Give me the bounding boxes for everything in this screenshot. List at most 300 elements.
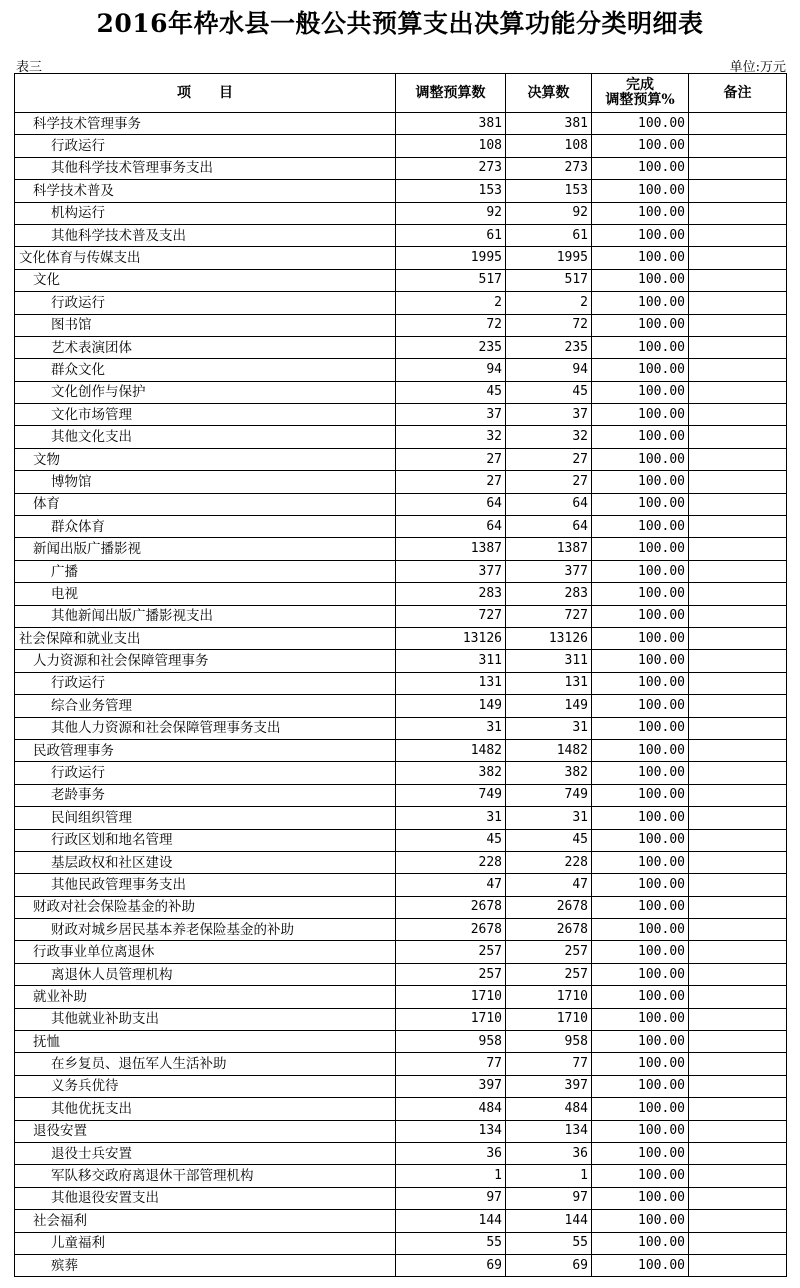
- row-rate: 100.00: [592, 963, 689, 985]
- row-rate: 100.00: [592, 359, 689, 381]
- row-note: [689, 336, 787, 358]
- row-note: [689, 1210, 787, 1232]
- row-actual: 273: [506, 157, 592, 179]
- row-actual: 32: [506, 426, 592, 448]
- row-budget: 131: [396, 672, 506, 694]
- table-row: [15, 1142, 787, 1164]
- row-rate: 100.00: [592, 1031, 689, 1053]
- row-actual: 144: [506, 1210, 592, 1232]
- row-actual: 36: [506, 1142, 592, 1164]
- table-row: [15, 180, 787, 202]
- row-rate: 100.00: [592, 874, 689, 896]
- row-item-name: 科学技术管理事务: [15, 113, 396, 135]
- row-rate: 100.00: [592, 336, 689, 358]
- row-rate: 100.00: [592, 717, 689, 739]
- row-rate: 100.00: [592, 404, 689, 426]
- row-rate: 100.00: [592, 1254, 689, 1276]
- row-budget: 37: [396, 404, 506, 426]
- row-note: [689, 314, 787, 336]
- table-row: [15, 516, 787, 538]
- row-actual: 381: [506, 113, 592, 135]
- table-row: [15, 1031, 787, 1053]
- row-actual: 97: [506, 1187, 592, 1209]
- row-item-name: 文化体育与传媒支出: [15, 247, 396, 269]
- row-actual: 1710: [506, 1008, 592, 1030]
- row-item-name: 文化市场管理: [15, 404, 396, 426]
- row-note: [689, 247, 787, 269]
- row-note: [689, 627, 787, 649]
- row-actual: 1: [506, 1165, 592, 1187]
- row-budget: 958: [396, 1031, 506, 1053]
- row-budget: 47: [396, 874, 506, 896]
- row-item-name: 电视: [15, 583, 396, 605]
- table-row: [15, 1254, 787, 1276]
- row-rate: 100.00: [592, 605, 689, 627]
- table-row: [15, 1008, 787, 1030]
- row-budget: 1710: [396, 986, 506, 1008]
- row-budget: 108: [396, 135, 506, 157]
- row-budget: 69: [396, 1254, 506, 1276]
- row-actual: 484: [506, 1098, 592, 1120]
- header-actual: 决算数: [506, 74, 592, 113]
- row-note: [689, 941, 787, 963]
- row-note: [689, 426, 787, 448]
- row-budget: 64: [396, 516, 506, 538]
- row-rate: 100.00: [592, 224, 689, 246]
- row-actual: 61: [506, 224, 592, 246]
- table-row: [15, 583, 787, 605]
- row-item-name: 在乡复员、退伍军人生活补助: [15, 1053, 396, 1075]
- row-actual: 235: [506, 336, 592, 358]
- row-note: [689, 1165, 787, 1187]
- table-row: [15, 560, 787, 582]
- row-item-name: 行政区划和地名管理: [15, 829, 396, 851]
- row-actual: 72: [506, 314, 592, 336]
- row-note: [689, 269, 787, 291]
- row-actual: 153: [506, 180, 592, 202]
- row-actual: 311: [506, 650, 592, 672]
- row-actual: 131: [506, 672, 592, 694]
- row-rate: 100.00: [592, 583, 689, 605]
- row-rate: 100.00: [592, 1165, 689, 1187]
- row-actual: 27: [506, 448, 592, 470]
- row-item-name: 行政运行: [15, 672, 396, 694]
- row-budget: 36: [396, 1142, 506, 1164]
- row-note: [689, 650, 787, 672]
- row-rate: 100.00: [592, 1008, 689, 1030]
- row-actual: 517: [506, 269, 592, 291]
- table-row: [15, 247, 787, 269]
- row-budget: 273: [396, 157, 506, 179]
- table-row: [15, 919, 787, 941]
- row-note: [689, 1142, 787, 1164]
- row-actual: 257: [506, 941, 592, 963]
- table-row: [15, 1210, 787, 1232]
- row-item-name: 文化创作与保护: [15, 381, 396, 403]
- row-rate: 100.00: [592, 695, 689, 717]
- row-rate: 100.00: [592, 919, 689, 941]
- row-budget: 31: [396, 807, 506, 829]
- table-row: [15, 359, 787, 381]
- table-row: [15, 695, 787, 717]
- row-item-name: 就业补助: [15, 986, 396, 1008]
- row-item-name: 义务兵优待: [15, 1075, 396, 1097]
- header-item: 项 目: [15, 74, 396, 113]
- row-budget: 517: [396, 269, 506, 291]
- row-budget: 382: [396, 762, 506, 784]
- table-row: [15, 605, 787, 627]
- row-budget: 97: [396, 1187, 506, 1209]
- row-item-name: 行政运行: [15, 762, 396, 784]
- header-rate-line1: 完成: [626, 77, 654, 93]
- row-note: [689, 1187, 787, 1209]
- row-note: [689, 986, 787, 1008]
- row-item-name: 行政运行: [15, 135, 396, 157]
- row-actual: 55: [506, 1232, 592, 1254]
- row-item-name: 科学技术普及: [15, 180, 396, 202]
- row-actual: 2: [506, 292, 592, 314]
- row-actual: 1710: [506, 986, 592, 1008]
- row-note: [689, 695, 787, 717]
- row-rate: 100.00: [592, 672, 689, 694]
- row-note: [689, 605, 787, 627]
- row-item-name: 博物馆: [15, 471, 396, 493]
- row-note: [689, 471, 787, 493]
- row-item-name: 艺术表演团体: [15, 336, 396, 358]
- table-row: [15, 381, 787, 403]
- row-item-name: 广播: [15, 560, 396, 582]
- table-row: [15, 627, 787, 649]
- row-note: [689, 1254, 787, 1276]
- row-item-name: 社会福利: [15, 1210, 396, 1232]
- table-row: [15, 538, 787, 560]
- row-actual: 69: [506, 1254, 592, 1276]
- row-item-name: 其他科学技术管理事务支出: [15, 157, 396, 179]
- table-row: [15, 941, 787, 963]
- table-row: [15, 426, 787, 448]
- row-note: [689, 717, 787, 739]
- row-item-name: 文化: [15, 269, 396, 291]
- table-row: [15, 963, 787, 985]
- row-rate: 100.00: [592, 896, 689, 918]
- row-item-name: 其他优抚支出: [15, 1098, 396, 1120]
- row-budget: 72: [396, 314, 506, 336]
- row-budget: 377: [396, 560, 506, 582]
- row-note: [689, 963, 787, 985]
- row-item-name: 综合业务管理: [15, 695, 396, 717]
- row-note: [689, 762, 787, 784]
- row-item-name: 民政管理事务: [15, 739, 396, 761]
- row-note: [689, 516, 787, 538]
- row-actual: 64: [506, 516, 592, 538]
- row-budget: 134: [396, 1120, 506, 1142]
- row-budget: 64: [396, 493, 506, 515]
- row-rate: 100.00: [592, 1232, 689, 1254]
- row-note: [689, 583, 787, 605]
- row-budget: 283: [396, 583, 506, 605]
- row-rate: 100.00: [592, 292, 689, 314]
- row-budget: 153: [396, 180, 506, 202]
- row-budget: 2678: [396, 919, 506, 941]
- budget-table: [14, 73, 787, 1277]
- row-rate: 100.00: [592, 448, 689, 470]
- row-item-name: 儿童福利: [15, 1232, 396, 1254]
- row-actual: 1387: [506, 538, 592, 560]
- row-budget: 32: [396, 426, 506, 448]
- table-row: [15, 1075, 787, 1097]
- row-actual: 397: [506, 1075, 592, 1097]
- row-actual: 45: [506, 381, 592, 403]
- row-budget: 235: [396, 336, 506, 358]
- row-budget: 45: [396, 829, 506, 851]
- row-item-name: 财政对社会保险基金的补助: [15, 896, 396, 918]
- table-row: [15, 896, 787, 918]
- table-row: [15, 784, 787, 806]
- row-item-name: 行政事业单位离退休: [15, 941, 396, 963]
- row-budget: 1995: [396, 247, 506, 269]
- row-budget: 27: [396, 471, 506, 493]
- table-row: [15, 224, 787, 246]
- unit-label: 单位:万元: [729, 60, 786, 75]
- row-actual: 108: [506, 135, 592, 157]
- table-row: [15, 650, 787, 672]
- row-rate: 100.00: [592, 314, 689, 336]
- table-label: 表三: [16, 60, 43, 75]
- table-body: [15, 113, 787, 1277]
- row-budget: 381: [396, 113, 506, 135]
- table-row: [15, 1232, 787, 1254]
- table-row: [15, 762, 787, 784]
- table-row: [15, 202, 787, 224]
- row-budget: 257: [396, 941, 506, 963]
- row-note: [689, 538, 787, 560]
- row-rate: 100.00: [592, 471, 689, 493]
- row-rate: 100.00: [592, 113, 689, 135]
- row-note: [689, 180, 787, 202]
- row-rate: 100.00: [592, 269, 689, 291]
- row-budget: 31: [396, 717, 506, 739]
- row-budget: 2678: [396, 896, 506, 918]
- row-rate: 100.00: [592, 538, 689, 560]
- row-item-name: 离退休人员管理机构: [15, 963, 396, 985]
- row-note: [689, 202, 787, 224]
- row-note: [689, 157, 787, 179]
- row-item-name: 财政对城乡居民基本养老保险基金的补助: [15, 919, 396, 941]
- row-budget: 257: [396, 963, 506, 985]
- row-actual: 2678: [506, 896, 592, 918]
- row-budget: 55: [396, 1232, 506, 1254]
- row-note: [689, 784, 787, 806]
- row-actual: 382: [506, 762, 592, 784]
- row-actual: 257: [506, 963, 592, 985]
- row-item-name: 其他民政管理事务支出: [15, 874, 396, 896]
- row-note: [689, 874, 787, 896]
- table-row: [15, 135, 787, 157]
- row-note: [689, 1008, 787, 1030]
- table-row: [15, 404, 787, 426]
- table-row: [15, 717, 787, 739]
- row-rate: 100.00: [592, 1053, 689, 1075]
- table-row: [15, 1120, 787, 1142]
- row-actual: 92: [506, 202, 592, 224]
- page-title: 2016年枠水县一般公共预算支出决算功能分类明细表: [96, 9, 704, 38]
- row-budget: 13126: [396, 627, 506, 649]
- table-row: [15, 986, 787, 1008]
- row-note: [689, 113, 787, 135]
- row-rate: 100.00: [592, 426, 689, 448]
- row-item-name: 老龄事务: [15, 784, 396, 806]
- row-item-name: 体育: [15, 493, 396, 515]
- table-row: [15, 471, 787, 493]
- row-rate: 100.00: [592, 739, 689, 761]
- row-item-name: 基层政权和社区建设: [15, 851, 396, 873]
- row-rate: 100.00: [592, 650, 689, 672]
- row-rate: 100.00: [592, 516, 689, 538]
- row-actual: 283: [506, 583, 592, 605]
- row-actual: 37: [506, 404, 592, 426]
- table-row: [15, 113, 787, 135]
- row-budget: 484: [396, 1098, 506, 1120]
- header-rate-line2: 调整预算%: [605, 92, 675, 108]
- row-actual: 228: [506, 851, 592, 873]
- row-actual: 13126: [506, 627, 592, 649]
- row-note: [689, 448, 787, 470]
- table-row: [15, 269, 787, 291]
- row-note: [689, 851, 787, 873]
- row-budget: 1482: [396, 739, 506, 761]
- row-actual: 749: [506, 784, 592, 806]
- row-note: [689, 919, 787, 941]
- row-item-name: 文物: [15, 448, 396, 470]
- table-row: [15, 829, 787, 851]
- row-item-name: 殡葬: [15, 1254, 396, 1276]
- row-rate: 100.00: [592, 829, 689, 851]
- row-actual: 64: [506, 493, 592, 515]
- row-actual: 47: [506, 874, 592, 896]
- row-rate: 100.00: [592, 807, 689, 829]
- row-rate: 100.00: [592, 1120, 689, 1142]
- row-rate: 100.00: [592, 762, 689, 784]
- header-budget: 调整预算数: [396, 74, 506, 113]
- row-actual: 27: [506, 471, 592, 493]
- row-budget: 311: [396, 650, 506, 672]
- row-note: [689, 1053, 787, 1075]
- row-actual: 1995: [506, 247, 592, 269]
- row-actual: 134: [506, 1120, 592, 1142]
- row-rate: 100.00: [592, 180, 689, 202]
- row-budget: 749: [396, 784, 506, 806]
- row-actual: 377: [506, 560, 592, 582]
- row-note: [689, 1120, 787, 1142]
- row-item-name: 机构运行: [15, 202, 396, 224]
- row-actual: 958: [506, 1031, 592, 1053]
- row-budget: 1: [396, 1165, 506, 1187]
- row-item-name: 军队移交政府离退休干部管理机构: [15, 1165, 396, 1187]
- row-item-name: 其他科学技术普及支出: [15, 224, 396, 246]
- row-item-name: 其他就业补助支出: [15, 1008, 396, 1030]
- row-budget: 94: [396, 359, 506, 381]
- row-item-name: 其他退役安置支出: [15, 1187, 396, 1209]
- row-rate: 100.00: [592, 784, 689, 806]
- row-note: [689, 404, 787, 426]
- row-rate: 100.00: [592, 135, 689, 157]
- row-actual: 31: [506, 807, 592, 829]
- row-item-name: 其他文化支出: [15, 426, 396, 448]
- row-item-name: 新闻出版广播影视: [15, 538, 396, 560]
- row-note: [689, 292, 787, 314]
- row-note: [689, 829, 787, 851]
- row-budget: 27: [396, 448, 506, 470]
- row-rate: 100.00: [592, 1142, 689, 1164]
- table-row: [15, 1053, 787, 1075]
- row-actual: 727: [506, 605, 592, 627]
- row-note: [689, 1232, 787, 1254]
- row-budget: 149: [396, 695, 506, 717]
- row-rate: 100.00: [592, 560, 689, 582]
- row-item-name: 退役安置: [15, 1120, 396, 1142]
- row-actual: 77: [506, 1053, 592, 1075]
- table-row: [15, 292, 787, 314]
- row-note: [689, 1031, 787, 1053]
- table-row: [15, 493, 787, 515]
- table-row: [15, 157, 787, 179]
- row-budget: 1387: [396, 538, 506, 560]
- row-item-name: 社会保障和就业支出: [15, 627, 396, 649]
- row-note: [689, 560, 787, 582]
- row-rate: 100.00: [592, 986, 689, 1008]
- row-note: [689, 896, 787, 918]
- table-row: [15, 1165, 787, 1187]
- row-note: [689, 1098, 787, 1120]
- row-budget: 61: [396, 224, 506, 246]
- table-row: [15, 1187, 787, 1209]
- row-item-name: 退役士兵安置: [15, 1142, 396, 1164]
- table-row: [15, 851, 787, 873]
- row-note: [689, 224, 787, 246]
- row-budget: 144: [396, 1210, 506, 1232]
- table-row: [15, 314, 787, 336]
- row-note: [689, 1075, 787, 1097]
- row-rate: 100.00: [592, 1098, 689, 1120]
- row-budget: 92: [396, 202, 506, 224]
- row-budget: 2: [396, 292, 506, 314]
- row-rate: 100.00: [592, 1187, 689, 1209]
- row-note: [689, 381, 787, 403]
- row-item-name: 人力资源和社会保障管理事务: [15, 650, 396, 672]
- row-note: [689, 672, 787, 694]
- row-item-name: 其他新闻出版广播影视支出: [15, 605, 396, 627]
- row-item-name: 民间组织管理: [15, 807, 396, 829]
- row-rate: 100.00: [592, 381, 689, 403]
- table-row: [15, 672, 787, 694]
- row-item-name: 抚恤: [15, 1031, 396, 1053]
- row-actual: 94: [506, 359, 592, 381]
- row-rate: 100.00: [592, 493, 689, 515]
- row-actual: 149: [506, 695, 592, 717]
- row-rate: 100.00: [592, 941, 689, 963]
- row-rate: 100.00: [592, 627, 689, 649]
- row-note: [689, 135, 787, 157]
- row-actual: 2678: [506, 919, 592, 941]
- row-actual: 1482: [506, 739, 592, 761]
- row-rate: 100.00: [592, 1210, 689, 1232]
- row-rate: 100.00: [592, 851, 689, 873]
- table-row: [15, 739, 787, 761]
- row-rate: 100.00: [592, 202, 689, 224]
- header-rate: [592, 74, 689, 113]
- table-row: [15, 448, 787, 470]
- row-item-name: 群众体育: [15, 516, 396, 538]
